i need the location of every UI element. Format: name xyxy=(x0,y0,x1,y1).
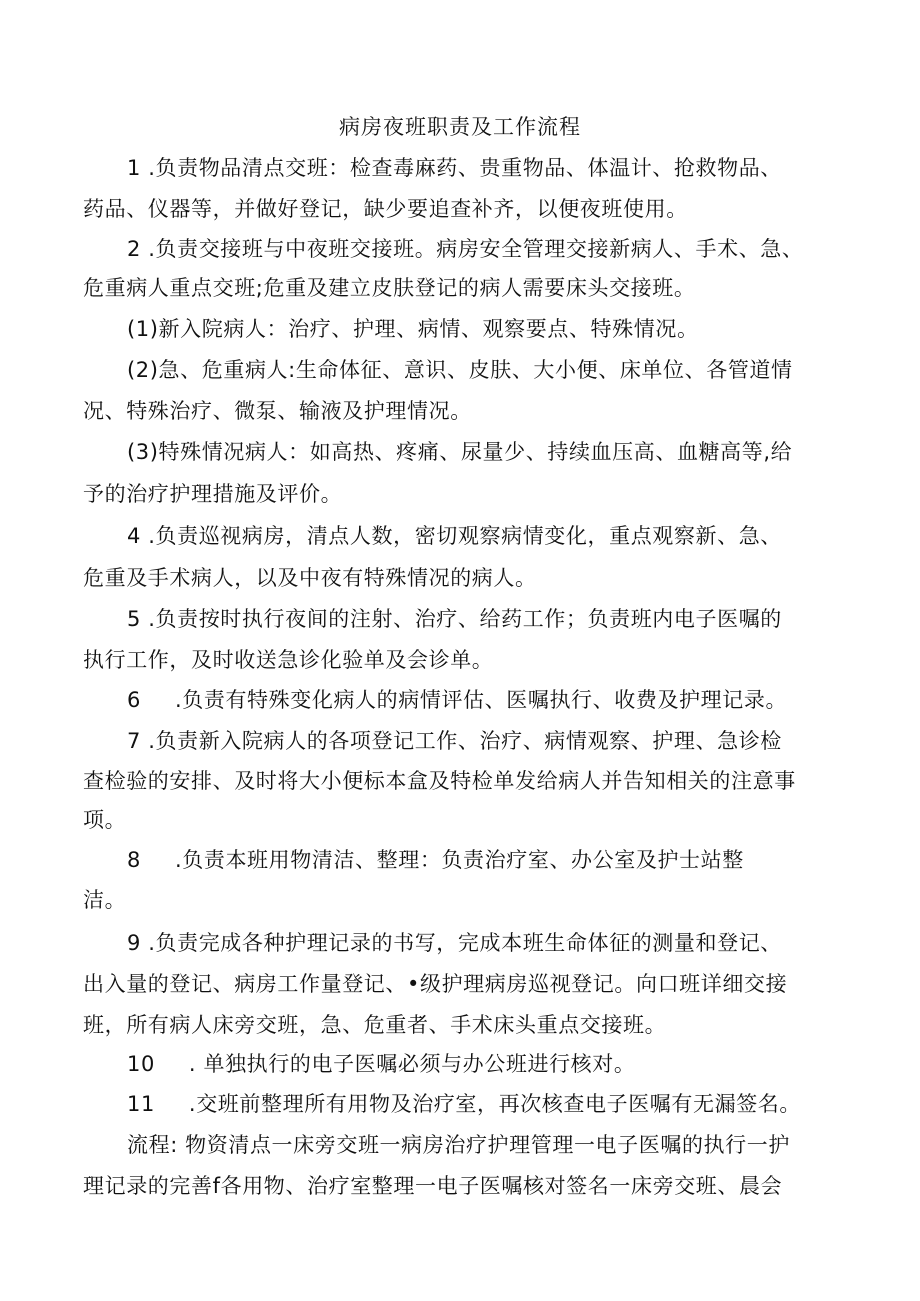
process-line-2: 理记录的完善f各用物、治疗室整理一电子医嘱核对签名一床旁交班、晨会 xyxy=(83,1174,783,1198)
paragraph-4-line-1: (2)急、危重病人:生命体征、意识、皮肤、大小便、床单位、各管道情 xyxy=(127,358,793,382)
paragraph-10-text: .负责本班用物清洁、整理：负责治疗室、办公室及护士站整 xyxy=(174,848,744,872)
process-line-1: 流程: 物资清点一床旁交班一病房治疗护理管理一电子医嘱的执行一护 xyxy=(127,1133,790,1157)
paragraph-7-line-1: 5 .负责按时执行夜间的注射、治疗、给药工作；负责班内电子医嘱的 xyxy=(127,607,782,631)
paragraph-3-line-1: (1)新入院病人：治疗、护理、病情、观察要点、特殊情况。 xyxy=(127,317,699,341)
paragraph-4-line-2: 况、特殊治疗、微泵、输液及护理情况。 xyxy=(83,399,472,423)
paragraph-1-line-1: 1 .负责物品清点交班：检查毒麻药、贵重物品、体温计、抢救物品、 xyxy=(127,156,782,180)
paragraph-10-line-2: 洁。 xyxy=(83,888,127,912)
paragraph-10-line-1 xyxy=(127,846,744,874)
paragraph-9-line-1: 7 .负责新入院病人的各项登记工作、治疗、病情观察、护理、急诊检 xyxy=(127,729,782,753)
paragraph-12-text: . 单独执行的电子医嘱必须与办公班进行核对。 xyxy=(188,1052,636,1076)
paragraph-9-line-3: 项。 xyxy=(83,808,127,832)
paragraph-12-number: 10 xyxy=(127,1052,155,1076)
paragraph-6-line-2: 危重及手术病人，以及中夜有特殊情况的病人。 xyxy=(83,566,537,590)
paragraph-9-line-2: 查检验的安排、及时将大小便标本盒及特检单发给病人并告知相关的注意事 xyxy=(83,769,796,793)
paragraph-5-line-2: 予的治疗护理措施及评价。 xyxy=(83,482,343,506)
paragraph-11-line-2: 出入量的登记、病房工作量登记、•级护理病房巡视登记。向口班详细交接 xyxy=(83,972,788,996)
paragraph-10-number: 8 xyxy=(127,848,141,872)
paragraph-6-line-1: 4 .负责巡视病房，清点人数，密切观察病情变化，重点观察新、急、 xyxy=(127,524,782,548)
paragraph-13-number: 11 xyxy=(127,1092,155,1116)
paragraph-1-line-2: 药品、仪器等，并做好登记，缺少要追查补齐，以便夜班使用。 xyxy=(83,197,688,221)
paragraph-11-line-3: 班，所有病人床旁交班，急、危重者、手术床头重点交接班。 xyxy=(83,1013,667,1037)
paragraph-2-line-1: 2 .负责交接班与中夜班交接班。病房安全管理交接新病人、手术、急、 xyxy=(127,237,804,261)
document-title: 病房夜班职责及工作流程 xyxy=(339,115,581,139)
paragraph-13-text: .交班前整理所有用物及治疗室，再次核查电子医嘱有无漏签名。 xyxy=(188,1092,801,1116)
paragraph-11-line-1: 9 .负责完成各种护理记录的书写，完成本班生命体征的测量和登记、 xyxy=(127,931,782,955)
paragraph-2-line-2: 危重病人重点交班;危重及建立皮肤登记的病人需要床头交接班。 xyxy=(83,276,696,300)
paragraph-13-line-1 xyxy=(127,1090,801,1118)
paragraph-8-text: .负责有特殊变化病人的病情评估、医嘱执行、收费及护理记录。 xyxy=(174,688,788,712)
paragraph-7-line-2: 执行工作，及时收送急诊化验单及会诊单。 xyxy=(83,648,494,672)
paragraph-8-number: 6 xyxy=(127,688,141,712)
paragraph-5-line-1: (3)特殊情况病人：如高热、疼痛、尿量少、持续血压高、血糖高等,给 xyxy=(127,440,793,464)
paragraph-8-line-1 xyxy=(127,686,787,714)
paragraph-12-line-1 xyxy=(127,1050,635,1078)
